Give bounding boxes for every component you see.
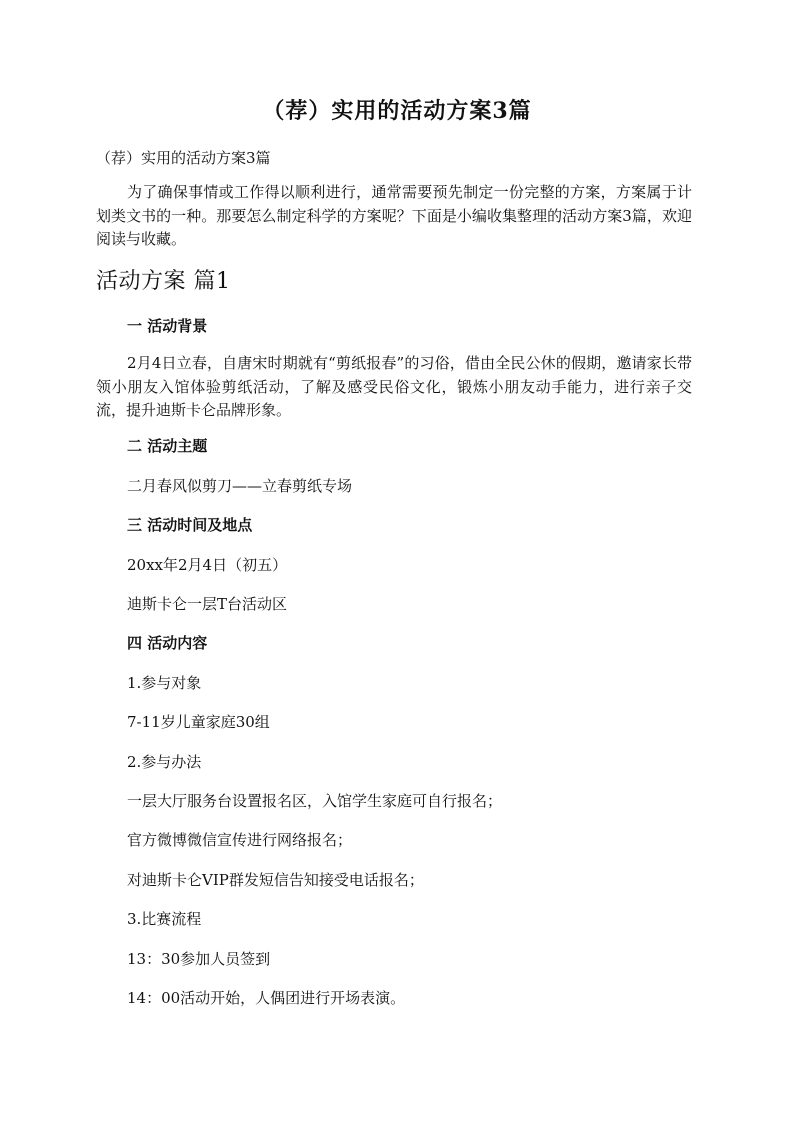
heading-background: 一 活动背景 bbox=[127, 317, 208, 335]
content-item-3-line-2: 14：00活动开始，人偶团进行开场表演。 bbox=[127, 989, 406, 1007]
content-item-2-line-3: 对迪斯卡仑VIP群发短信告知接受电话报名； bbox=[127, 871, 424, 889]
intro-paragraph: 为了确保事情或工作得以顺利进行，通常需要预先制定一份完整的方案，方案属于计划类文书的一种。那要怎么制定科学的方案呢？下面是小编收集整理的活动方案3篇，欢迎阅读与收藏。 bbox=[96, 183, 692, 248]
heading-theme: 二 活动主题 bbox=[127, 437, 208, 455]
content-item-1-label: 1.参与对象 bbox=[127, 674, 202, 692]
time-text: 20xx年2月4日（初五） bbox=[127, 556, 288, 574]
content-item-2-line-1: 一层大厅服务台设置报名区，入馆学生家庭可自行报名； bbox=[127, 792, 503, 810]
place-text: 迪斯卡仑一层T台活动区 bbox=[127, 595, 288, 613]
background-paragraph: 2月4日立春，自唐宋时期就有“剪纸报春”的习俗，借由全民公休的假期，邀请家长带领小朋友入馆体验剪纸活动，了解及感受民俗文化，锻炼小朋友动手能力，进行亲子交流，提升迪斯卡仑品牌形象。 bbox=[96, 354, 692, 419]
theme-text: 二月春风似剪刀——立春剪纸专场 bbox=[127, 477, 353, 495]
content-item-3-line-1: 13：30参加人员签到 bbox=[127, 950, 271, 968]
document-title: （荐）实用的活动方案3篇 bbox=[262, 98, 532, 124]
content-item-2-label: 2.参与办法 bbox=[127, 753, 202, 771]
content-item-2-line-2: 官方微博微信宣传进行网络报名； bbox=[127, 831, 353, 849]
heading-content: 四 活动内容 bbox=[127, 634, 208, 652]
section-heading: 活动方案 篇1 bbox=[96, 269, 231, 294]
content-item-1-value: 7-11岁儿童家庭30组 bbox=[127, 713, 270, 731]
heading-time-place: 三 活动时间及地点 bbox=[127, 516, 253, 534]
document-subtitle: （荐）实用的活动方案3篇 bbox=[96, 149, 271, 167]
content-item-3-label: 3.比赛流程 bbox=[127, 910, 202, 928]
